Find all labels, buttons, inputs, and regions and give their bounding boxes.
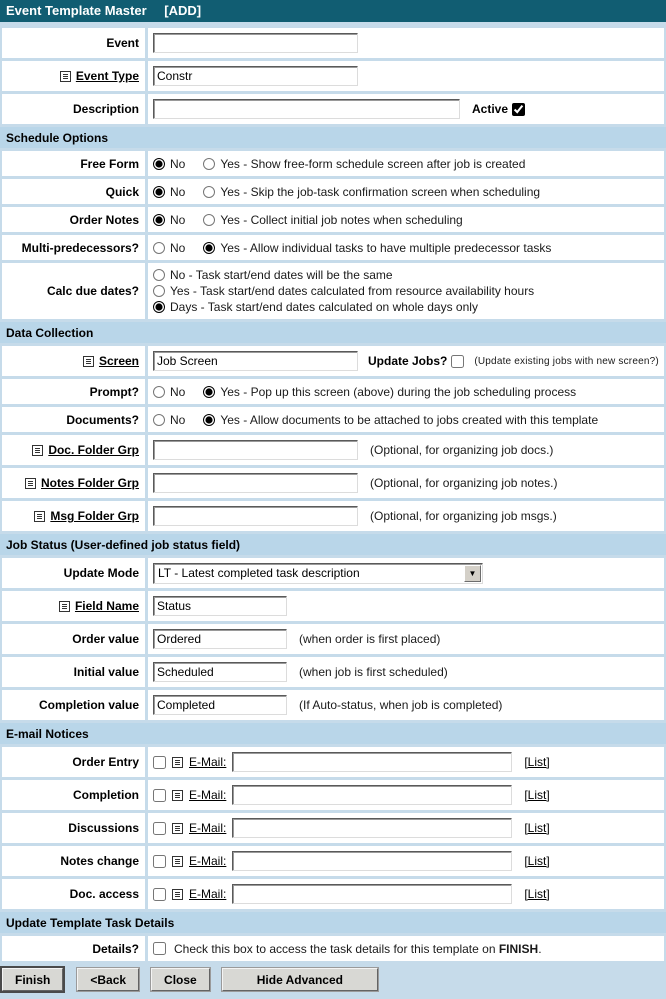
order-entry-list-link[interactable]: [List]	[524, 755, 550, 769]
quick-no-radio[interactable]	[153, 186, 165, 198]
event-type-link[interactable]: Event Type	[75, 69, 139, 83]
free-form-label: Free Form	[2, 151, 145, 176]
description-label: Description	[2, 94, 145, 124]
discussions-email-row	[2, 813, 664, 843]
doc-access-email-input[interactable]	[232, 884, 512, 904]
initial-value-note: (when job is first scheduled)	[299, 665, 448, 679]
free-form-row	[2, 151, 664, 176]
calc-due-dates-label: Calc due dates?	[2, 263, 145, 319]
button-bar	[0, 964, 666, 993]
prompt-no-label: No	[170, 384, 186, 399]
update-mode-label: Update Mode	[2, 558, 145, 588]
completion-value-row	[2, 690, 664, 720]
completion-email-link[interactable]: E-Mail:	[189, 788, 227, 802]
order-value-note: (when order is first placed)	[299, 632, 441, 646]
order-entry-email-link[interactable]: E-Mail:	[189, 755, 227, 769]
order-notes-label: Order Notes	[2, 207, 145, 232]
doc-folder-grp-note: (Optional, for organizing job docs.)	[370, 443, 554, 457]
active-label: Active	[472, 102, 509, 116]
update-jobs-label: Update Jobs?	[368, 354, 448, 368]
close-button[interactable]: Close	[151, 968, 210, 991]
lookup-list-icon[interactable]	[83, 356, 94, 367]
multi-predecessors-yes-label: Yes - Allow individual tasks to have multiple predecessor tasks	[220, 240, 552, 255]
prompt-yes-radio[interactable]	[203, 386, 215, 398]
field-name-row	[2, 591, 664, 621]
quick-row	[2, 179, 664, 204]
discussions-list-link[interactable]: [List]	[524, 821, 550, 835]
completion-email-row	[2, 780, 664, 810]
multi-predecessors-yes-radio[interactable]	[203, 242, 215, 254]
description-input[interactable]	[153, 99, 460, 119]
msg-folder-grp-row	[2, 501, 664, 531]
update-mode-row	[2, 558, 664, 588]
notes-folder-grp-row	[2, 468, 664, 498]
order-notes-no-label: No	[170, 212, 186, 227]
completion-value-input[interactable]	[153, 695, 287, 715]
documents-yes-label: Yes - Allow documents to be attached to jobs created with this template	[220, 412, 599, 427]
section-data-collection: Data Collection	[0, 322, 666, 343]
discussions-email-link[interactable]: E-Mail:	[189, 821, 227, 835]
doc-access-email-link[interactable]: E-Mail:	[189, 887, 227, 901]
completion-value-label: Completion value	[2, 690, 145, 720]
doc-access-notify-checkbox[interactable]	[153, 888, 166, 901]
completion-list-link[interactable]: [List]	[524, 788, 550, 802]
title-bar	[0, 0, 666, 22]
order-entry-notify-checkbox[interactable]	[153, 756, 166, 769]
documents-row	[2, 407, 664, 432]
documents-no-radio[interactable]	[153, 414, 165, 426]
hide-advanced-button[interactable]: Hide Advanced	[222, 968, 378, 991]
msg-folder-grp-input[interactable]	[153, 506, 358, 526]
notes-folder-grp-link[interactable]: Notes Folder Grp	[40, 476, 139, 490]
notes-change-notify-checkbox[interactable]	[153, 855, 166, 868]
notes-folder-grp-note: (Optional, for organizing job notes.)	[370, 476, 558, 490]
free-form-no-radio[interactable]	[153, 158, 165, 170]
free-form-yes-label: Yes - Show free-form schedule screen after job is created	[220, 156, 526, 171]
details-suffix: .	[538, 941, 542, 956]
screen-link[interactable]: Screen	[98, 354, 139, 368]
event-type-input[interactable]	[153, 66, 358, 86]
lookup-list-icon[interactable]	[32, 445, 43, 456]
quick-yes-radio[interactable]	[203, 186, 215, 198]
details-text: Check this box to access the task details for this template on	[174, 941, 496, 956]
initial-value-row	[2, 657, 664, 687]
details-row	[2, 936, 664, 961]
event-input[interactable]	[153, 33, 358, 53]
calc-due-yes-label: Yes - Task start/end dates calculated from resource availability hours	[170, 284, 535, 298]
order-notes-yes-radio[interactable]	[203, 214, 215, 226]
doc-folder-grp-row	[2, 435, 664, 465]
doc-folder-grp-input[interactable]	[153, 440, 358, 460]
active-checkbox[interactable]	[512, 103, 525, 116]
page-mode-badge: [ADD]	[164, 3, 202, 18]
order-entry-email-input[interactable]	[232, 752, 512, 772]
event-type-row	[2, 61, 664, 91]
description-row	[2, 94, 664, 124]
back-button[interactable]: <Back	[77, 968, 139, 991]
quick-no-label: No	[170, 184, 186, 199]
order-value-label: Order value	[2, 624, 145, 654]
order-entry-label: Order Entry	[2, 747, 145, 777]
calc-due-days-label: Days - Task start/end dates calculated on whole days only	[170, 300, 478, 314]
section-update-template-task-details: Update Template Task Details	[0, 912, 666, 933]
chevron-down-icon[interactable]: ▼	[464, 565, 481, 582]
update-jobs-note: (Update existing jobs with new screen?)	[474, 355, 659, 367]
doc-access-label: Doc. access	[2, 879, 145, 909]
calc-due-yes-radio[interactable]	[153, 285, 165, 297]
completion-email-input[interactable]	[232, 785, 512, 805]
section-job-status: Job Status (User-defined job status field)	[0, 534, 666, 555]
discussions-notify-checkbox[interactable]	[153, 822, 166, 835]
finish-button[interactable]: Finish	[2, 968, 63, 991]
lookup-list-icon[interactable]	[25, 478, 36, 489]
completion-label: Completion	[2, 780, 145, 810]
calc-due-days-radio[interactable]	[153, 301, 165, 313]
initial-value-input[interactable]	[153, 662, 287, 682]
initial-value-label: Initial value	[2, 657, 145, 687]
notes-change-email-link[interactable]: E-Mail:	[189, 854, 227, 868]
prompt-no-radio[interactable]	[153, 386, 165, 398]
prompt-yes-label: Yes - Pop up this screen (above) during the job scheduling process	[220, 384, 577, 399]
doc-access-list-link[interactable]: [List]	[524, 887, 550, 901]
prompt-row	[2, 379, 664, 404]
screen-row	[2, 346, 664, 376]
details-finish-emphasis: FINISH	[498, 941, 539, 956]
calc-due-no-radio[interactable]	[153, 269, 165, 281]
lookup-list-icon[interactable]	[172, 823, 183, 834]
prompt-label: Prompt?	[2, 379, 145, 404]
event-row	[2, 28, 664, 58]
section-email-notices: E-mail Notices	[0, 723, 666, 744]
documents-no-label: No	[170, 412, 186, 427]
order-value-input[interactable]	[153, 629, 287, 649]
documents-label: Documents?	[2, 407, 145, 432]
notes-change-email-input[interactable]	[232, 851, 512, 871]
notes-change-list-link[interactable]: [List]	[524, 854, 550, 868]
field-name-link[interactable]: Field Name	[74, 599, 139, 613]
lookup-list-icon[interactable]	[34, 511, 45, 522]
quick-label: Quick	[2, 179, 145, 204]
details-checkbox[interactable]	[153, 942, 166, 955]
lookup-list-icon[interactable]	[172, 856, 183, 867]
notes-folder-grp-input[interactable]	[153, 473, 358, 493]
multi-predecessors-label: Multi-predecessors?	[2, 235, 145, 260]
discussions-email-input[interactable]	[232, 818, 512, 838]
lookup-list-icon[interactable]	[172, 757, 183, 768]
completion-value-note: (If Auto-status, when job is completed)	[299, 698, 503, 712]
order-value-row	[2, 624, 664, 654]
msg-folder-grp-link[interactable]: Msg Folder Grp	[50, 509, 139, 523]
lookup-list-icon[interactable]	[60, 71, 71, 82]
msg-folder-grp-note: (Optional, for organizing job msgs.)	[370, 509, 557, 523]
section-schedule-options: Schedule Options	[0, 127, 666, 148]
quick-yes-label: Yes - Skip the job-task confirmation screen when scheduling	[220, 184, 541, 199]
calc-due-dates-row	[2, 263, 664, 319]
free-form-no-label: No	[170, 156, 186, 171]
page-title: Event Template Master	[6, 3, 147, 18]
calc-due-no-label: No - Task start/end dates will be the same	[170, 268, 393, 282]
lookup-list-icon[interactable]	[59, 601, 70, 612]
event-label: Event	[2, 28, 145, 58]
update-mode-selected-value: LT - Latest completed task description	[158, 566, 360, 580]
order-notes-yes-label: Yes - Collect initial job notes when scheduling	[220, 212, 463, 227]
lookup-list-icon[interactable]	[172, 889, 183, 900]
multi-predecessors-no-label: No	[170, 240, 186, 255]
update-mode-select[interactable]	[153, 563, 483, 584]
documents-yes-radio[interactable]	[203, 414, 215, 426]
discussions-label: Discussions	[2, 813, 145, 843]
doc-access-email-row	[2, 879, 664, 909]
notes-change-email-row	[2, 846, 664, 876]
update-jobs-checkbox[interactable]	[451, 355, 464, 368]
notes-change-label: Notes change	[2, 846, 145, 876]
details-label: Details?	[2, 936, 145, 961]
order-notes-row	[2, 207, 664, 232]
order-entry-email-row	[2, 747, 664, 777]
doc-folder-grp-link[interactable]: Doc. Folder Grp	[48, 443, 139, 457]
screen-input[interactable]	[153, 351, 358, 371]
field-name-input[interactable]	[153, 596, 287, 616]
multi-predecessors-no-radio[interactable]	[153, 242, 165, 254]
free-form-yes-radio[interactable]	[203, 158, 215, 170]
order-notes-no-radio[interactable]	[153, 214, 165, 226]
lookup-list-icon[interactable]	[172, 790, 183, 801]
completion-notify-checkbox[interactable]	[153, 789, 166, 802]
multi-predecessors-row	[2, 235, 664, 260]
